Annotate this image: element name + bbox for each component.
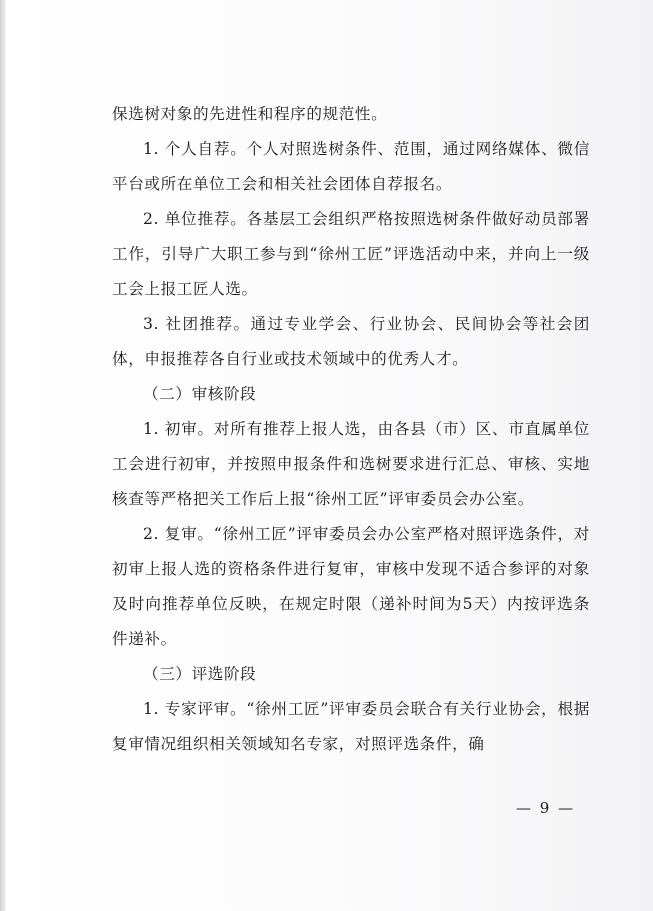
- paragraph-self-recommend: 1. 个人自荐。个人对照选树条件、范围，通过网络媒体、微信平台或所在单位工会和相关社会团体自荐报名。: [112, 140, 590, 193]
- page-edge-shadow: [0, 0, 6, 911]
- section-heading-review: （二）审核阶段: [143, 385, 257, 403]
- paragraph-unit-recommend: 2. 单位推荐。各基层工会组织严格按照选树条件做好动员部署工作，引导广大职工参与到“徐州工匠”评选活动中来，并向上一级工会上报工匠人选。: [112, 210, 590, 298]
- paragraph-society-recommend: 3. 社团推荐。通过专业学会、行业协会、民间协会等社会团体，申报推荐各自行业或技术领域中的优秀人才。: [112, 315, 590, 368]
- paragraph-expert-review: 1. 专家评审。“徐州工匠”评审委员会联合有关行业协会，根据复审情况组织相关领域知名专家，对照评选条件，确: [112, 700, 590, 753]
- section-heading-selection: （三）评选阶段: [143, 665, 257, 683]
- page-number: — 9 —: [516, 799, 576, 817]
- paragraph-initial-review: 1. 初审。对所有推荐上报人选，由各县（市）区、市直属单位工会进行初审，并按照申报条件和选树要求进行汇总、审核、实地核查等严格把关工作后上报“徐州工匠”评审委员会办公室。: [112, 420, 590, 508]
- paragraph-continuation: 保选树对象的先进性和程序的规范性。: [112, 105, 388, 123]
- paragraph-second-review: 2. 复审。“徐州工匠”评审委员会办公室严格对照评选条件，对初审上报人选的资格条件进行复审，审核中发现不适合参评的对象及时向推荐单位反映，在规定时限（递补时间为5天）内按评选条件递补。: [112, 525, 590, 648]
- document-body: [112, 97, 590, 762]
